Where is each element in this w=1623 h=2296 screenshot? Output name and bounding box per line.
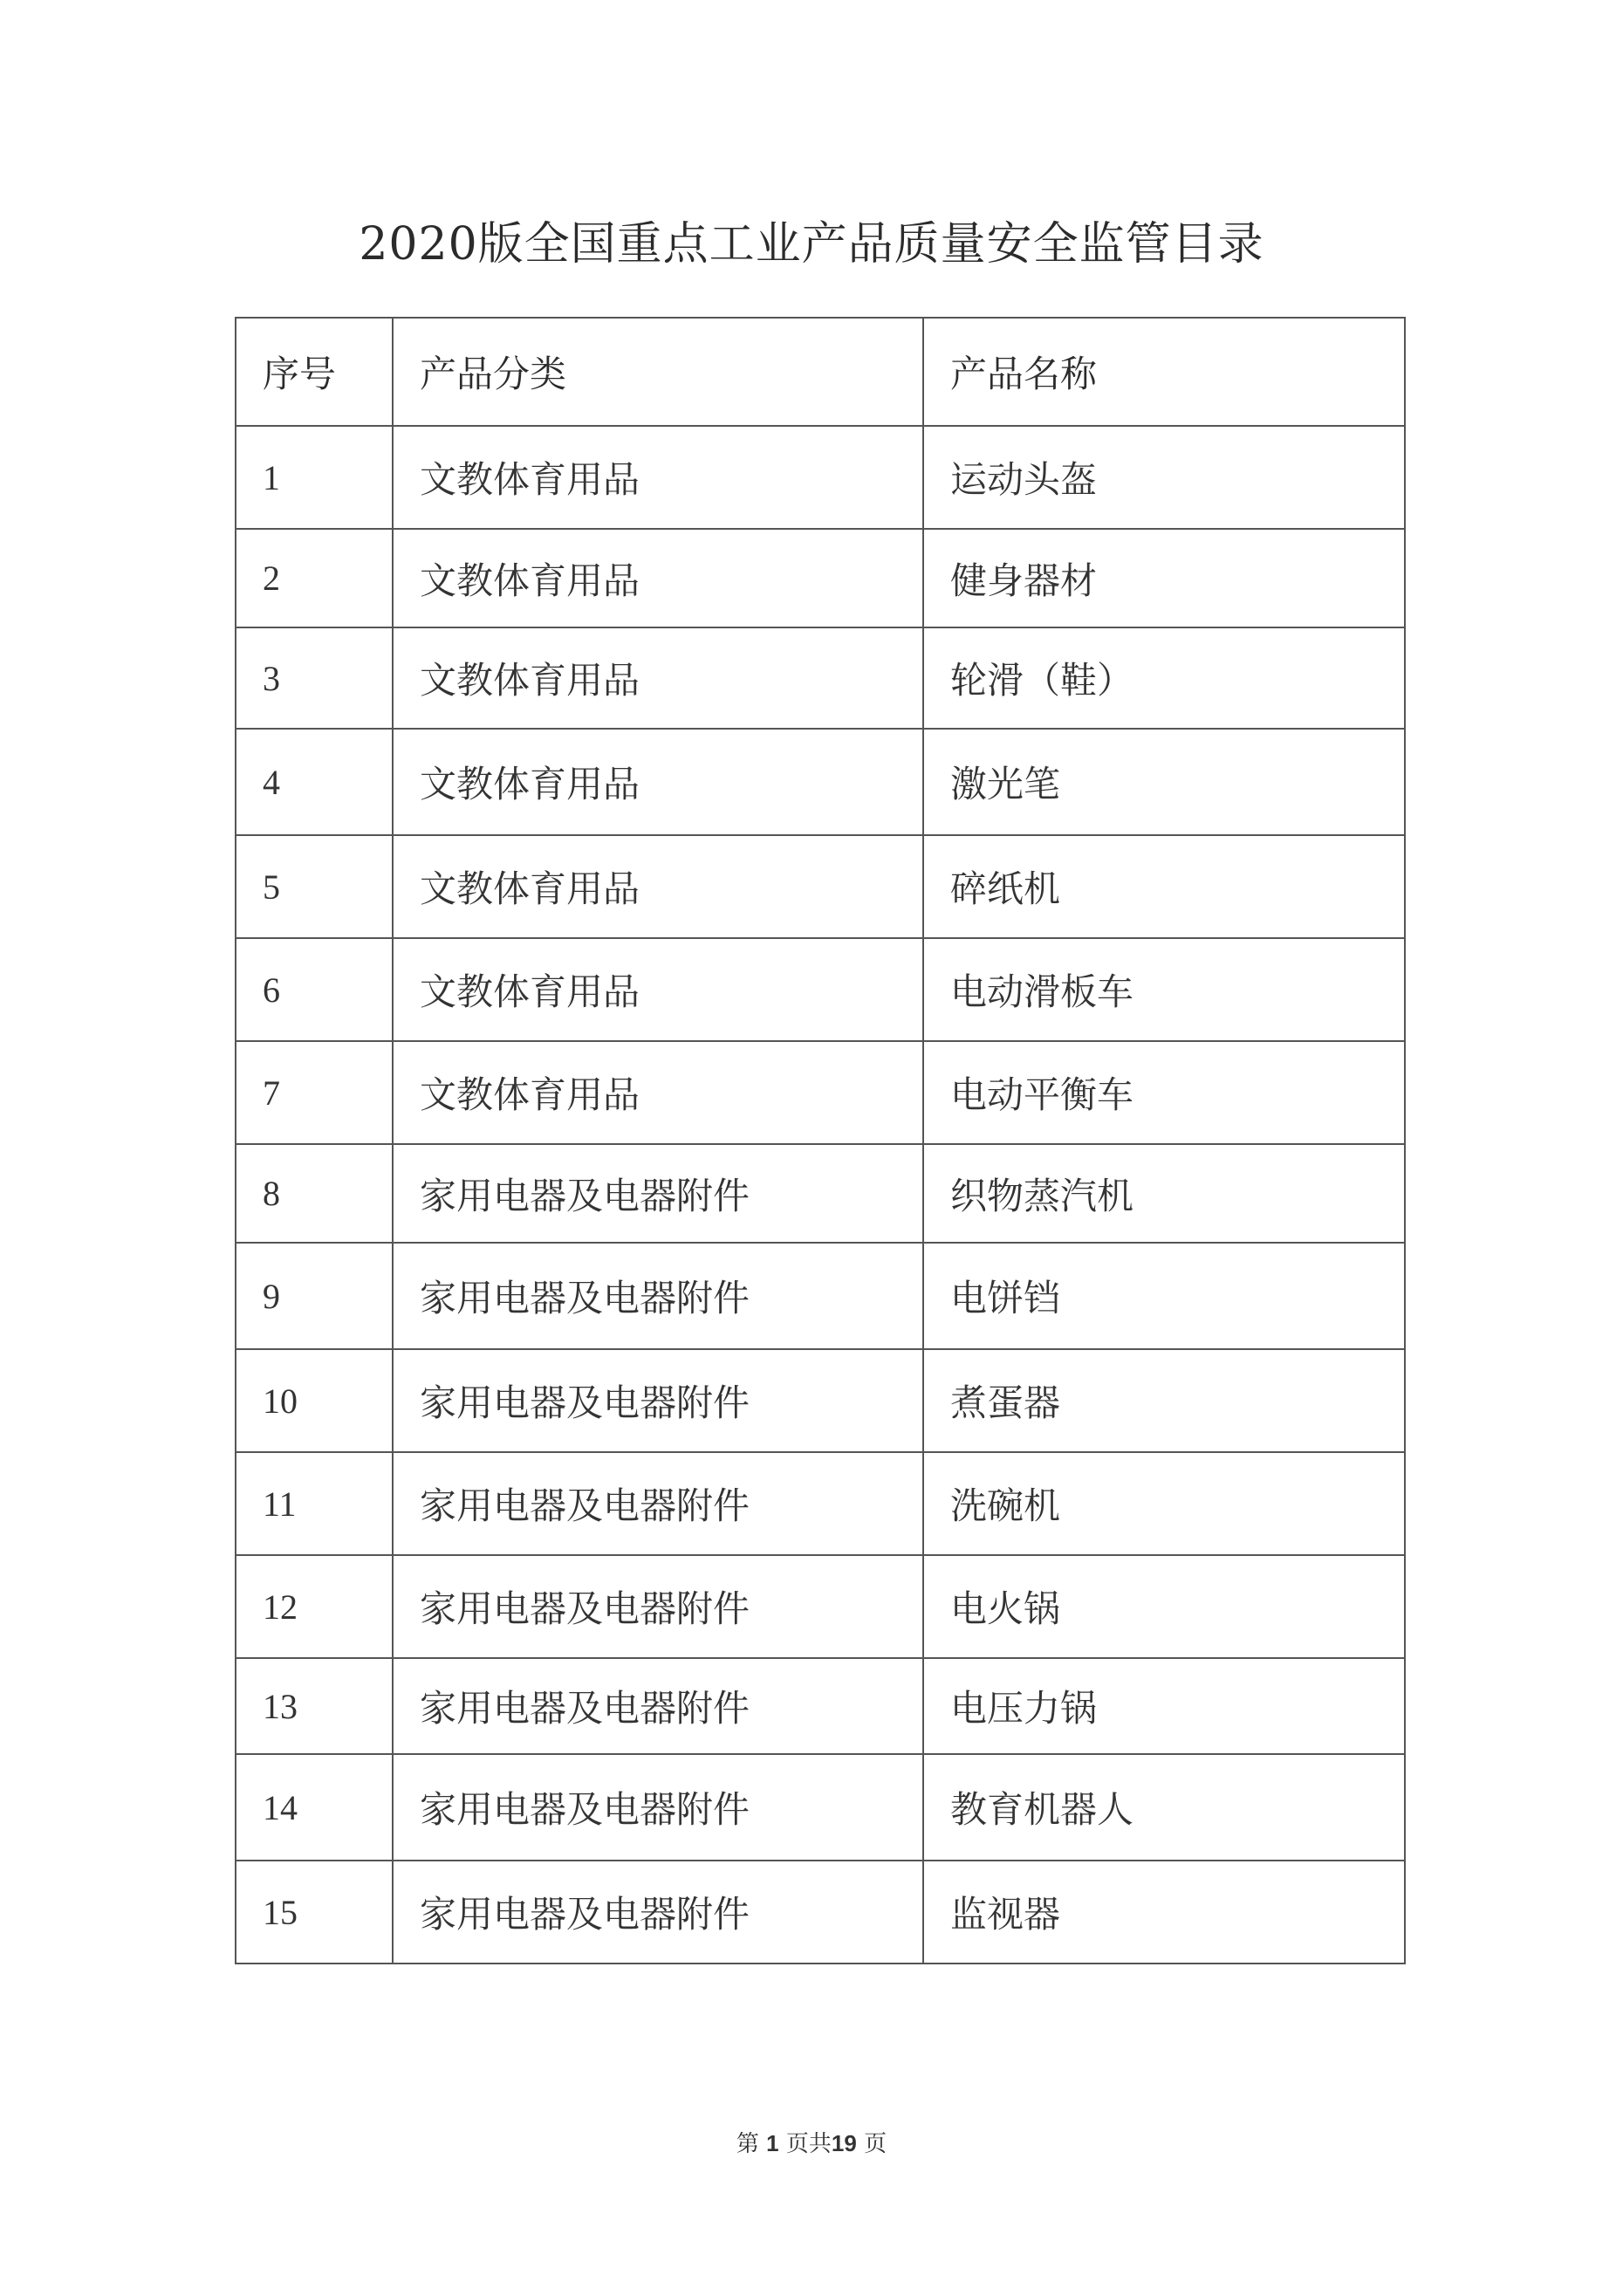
table-row [236, 938, 1405, 1041]
cell-index: 12 [236, 1555, 393, 1658]
table-row [236, 1041, 1405, 1144]
cell-index: 3 [236, 627, 393, 729]
cell-category: 家用电器及电器附件 [393, 1754, 923, 1861]
header-product-name: 产品名称 [923, 318, 1405, 426]
cell-category: 家用电器及电器附件 [393, 1243, 923, 1349]
footer-current-page: 1 [766, 2130, 779, 2156]
cell-category: 家用电器及电器附件 [393, 1555, 923, 1658]
table-row [236, 835, 1405, 938]
cell-category: 文教体育用品 [393, 835, 923, 938]
cell-index: 14 [236, 1754, 393, 1861]
cell-product-name: 织物蒸汽机 [923, 1144, 1405, 1243]
cell-index: 15 [236, 1861, 393, 1964]
table-row [236, 1658, 1405, 1754]
cell-index: 6 [236, 938, 393, 1041]
page-title: 2020版全国重点工业产品质量安全监管目录 [359, 218, 1264, 271]
footer-prefix: 第 [736, 2131, 759, 2157]
cell-category: 文教体育用品 [393, 1041, 923, 1144]
table-row [236, 529, 1405, 627]
table-header-row [236, 318, 1405, 426]
cell-category: 文教体育用品 [393, 426, 923, 529]
footer-suffix: 页 [864, 2131, 887, 2157]
table-row [236, 1144, 1405, 1243]
cell-index: 10 [236, 1349, 393, 1452]
table-body [236, 426, 1405, 1964]
cell-product-name: 电动滑板车 [923, 938, 1405, 1041]
cell-product-name: 洗碗机 [923, 1452, 1405, 1555]
cell-index: 7 [236, 1041, 393, 1144]
cell-product-name: 运动头盔 [923, 426, 1405, 529]
cell-index: 2 [236, 529, 393, 627]
table-row [236, 1243, 1405, 1349]
table-row [236, 729, 1405, 835]
cell-product-name: 激光笔 [923, 729, 1405, 835]
cell-category: 文教体育用品 [393, 529, 923, 627]
footer-middle: 页共 [785, 2131, 832, 2157]
cell-product-name: 电火锅 [923, 1555, 1405, 1658]
table-row [236, 1754, 1405, 1861]
cell-product-name: 碎纸机 [923, 835, 1405, 938]
cell-category: 家用电器及电器附件 [393, 1144, 923, 1243]
header-category: 产品分类 [393, 318, 923, 426]
cell-index: 5 [236, 835, 393, 938]
table-row [236, 1349, 1405, 1452]
header-index: 序号 [236, 318, 393, 426]
cell-product-name: 教育机器人 [923, 1754, 1405, 1861]
cell-index: 9 [236, 1243, 393, 1349]
table-row [236, 627, 1405, 729]
cell-product-name: 煮蛋器 [923, 1349, 1405, 1452]
table-row [236, 1555, 1405, 1658]
cell-product-name: 电动平衡车 [923, 1041, 1405, 1144]
table-row [236, 426, 1405, 529]
cell-index: 1 [236, 426, 393, 529]
cell-category: 家用电器及电器附件 [393, 1452, 923, 1555]
cell-category: 家用电器及电器附件 [393, 1349, 923, 1452]
cell-category: 文教体育用品 [393, 729, 923, 835]
catalog-table [235, 317, 1406, 1964]
cell-category: 文教体育用品 [393, 938, 923, 1041]
cell-product-name: 健身器材 [923, 529, 1405, 627]
cell-index: 8 [236, 1144, 393, 1243]
table-row [236, 1861, 1405, 1964]
cell-product-name: 电压力锅 [923, 1658, 1405, 1754]
cell-product-name: 电饼铛 [923, 1243, 1405, 1349]
cell-category: 文教体育用品 [393, 627, 923, 729]
cell-product-name: 监视器 [923, 1861, 1405, 1964]
cell-category: 家用电器及电器附件 [393, 1861, 923, 1964]
cell-index: 11 [236, 1452, 393, 1555]
footer-total-pages: 19 [831, 2130, 857, 2156]
cell-index: 4 [236, 729, 393, 835]
cell-product-name: 轮滑（鞋） [923, 627, 1405, 729]
cell-index: 13 [236, 1658, 393, 1754]
table-row [236, 1452, 1405, 1555]
cell-category: 家用电器及电器附件 [393, 1658, 923, 1754]
page-footer [0, 2126, 1623, 2162]
